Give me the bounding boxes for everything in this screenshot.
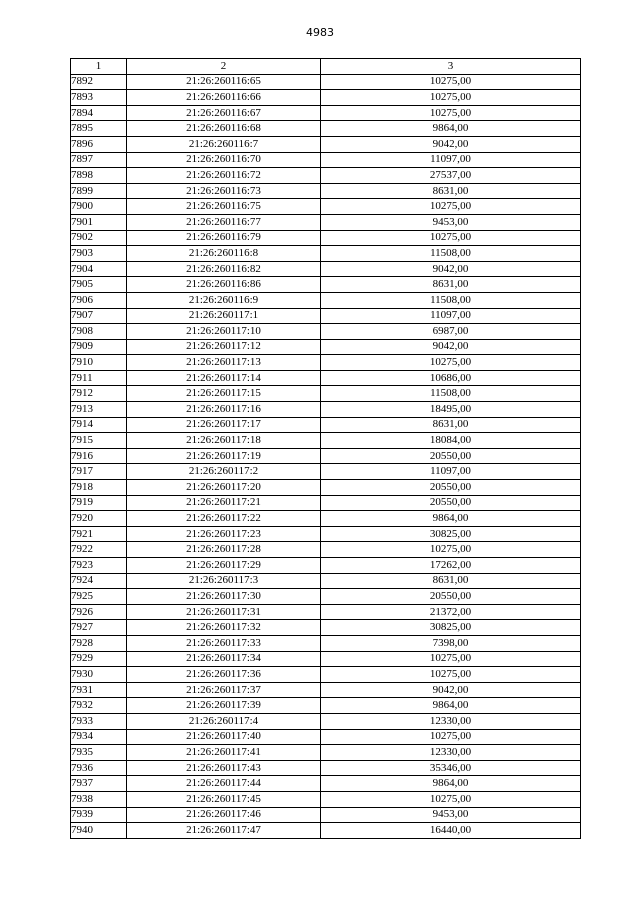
row-number-cell: 7923 — [71, 558, 127, 574]
cadastral-number-cell: 21:26:260116:66 — [127, 90, 321, 106]
value-cell: 10275,00 — [321, 791, 581, 807]
table-header-row — [71, 59, 581, 75]
table-row — [71, 713, 581, 729]
value-cell: 8631,00 — [321, 277, 581, 293]
cadastral-number-cell: 21:26:260117:44 — [127, 776, 321, 792]
value-cell: 20550,00 — [321, 448, 581, 464]
table-row — [71, 292, 581, 308]
table-row — [71, 308, 581, 324]
cadastral-number-cell: 21:26:260117:20 — [127, 480, 321, 496]
column-header-1: 1 — [71, 59, 127, 75]
value-cell: 7398,00 — [321, 635, 581, 651]
row-number-cell: 7939 — [71, 807, 127, 823]
table-row — [71, 246, 581, 262]
row-number-cell: 7928 — [71, 635, 127, 651]
table-row — [71, 370, 581, 386]
row-number-cell: 7926 — [71, 604, 127, 620]
table-row — [71, 791, 581, 807]
value-cell: 9864,00 — [321, 511, 581, 527]
cadastral-number-cell: 21:26:260116:67 — [127, 105, 321, 121]
table-row — [71, 511, 581, 527]
row-number-cell: 7934 — [71, 729, 127, 745]
table-row — [71, 698, 581, 714]
cadastral-number-cell: 21:26:260117:13 — [127, 355, 321, 371]
value-cell: 9042,00 — [321, 136, 581, 152]
cadastral-number-cell: 21:26:260117:36 — [127, 667, 321, 683]
table-row — [71, 386, 581, 402]
row-number-cell: 7931 — [71, 682, 127, 698]
cadastral-number-cell: 21:26:260117:46 — [127, 807, 321, 823]
cadastral-number-cell: 21:26:260117:29 — [127, 558, 321, 574]
row-number-cell: 7918 — [71, 480, 127, 496]
value-cell: 8631,00 — [321, 183, 581, 199]
table-row — [71, 277, 581, 293]
cadastral-number-cell: 21:26:260117:43 — [127, 760, 321, 776]
table-row — [71, 526, 581, 542]
value-cell: 16440,00 — [321, 823, 581, 839]
cadastral-number-cell: 21:26:260117:22 — [127, 511, 321, 527]
cadastral-number-cell: 21:26:260117:41 — [127, 745, 321, 761]
value-cell: 20550,00 — [321, 495, 581, 511]
row-number-cell: 7921 — [71, 526, 127, 542]
table-row — [71, 105, 581, 121]
row-number-cell: 7907 — [71, 308, 127, 324]
value-cell: 18084,00 — [321, 433, 581, 449]
table-row — [71, 355, 581, 371]
cadastral-number-cell: 21:26:260117:17 — [127, 417, 321, 433]
table-row — [71, 199, 581, 215]
table-row — [71, 480, 581, 496]
table-row — [71, 339, 581, 355]
row-number-cell: 7900 — [71, 199, 127, 215]
value-cell: 35346,00 — [321, 760, 581, 776]
table-row — [71, 667, 581, 683]
table-row — [71, 464, 581, 480]
table-row — [71, 230, 581, 246]
table-row — [71, 136, 581, 152]
row-number-cell: 7903 — [71, 246, 127, 262]
cadastral-number-cell: 21:26:260117:15 — [127, 386, 321, 402]
value-cell: 21372,00 — [321, 604, 581, 620]
value-cell: 8631,00 — [321, 573, 581, 589]
value-cell: 10275,00 — [321, 199, 581, 215]
cadastral-number-cell: 21:26:260117:10 — [127, 324, 321, 340]
table-row — [71, 573, 581, 589]
cadastral-number-cell: 21:26:260117:33 — [127, 635, 321, 651]
value-cell: 9042,00 — [321, 682, 581, 698]
cadastral-number-cell: 21:26:260117:16 — [127, 402, 321, 418]
column-header-3: 3 — [321, 59, 581, 75]
table-row — [71, 558, 581, 574]
row-number-cell: 7925 — [71, 589, 127, 605]
cadastral-number-cell: 21:26:260116:77 — [127, 214, 321, 230]
row-number-cell: 7913 — [71, 402, 127, 418]
value-cell: 11508,00 — [321, 246, 581, 262]
cadastral-number-cell: 21:26:260117:19 — [127, 448, 321, 464]
row-number-cell: 7935 — [71, 745, 127, 761]
row-number-cell: 7919 — [71, 495, 127, 511]
value-cell: 10275,00 — [321, 105, 581, 121]
cadastral-number-cell: 21:26:260117:3 — [127, 573, 321, 589]
value-cell: 6987,00 — [321, 324, 581, 340]
value-cell: 10275,00 — [321, 667, 581, 683]
table-row — [71, 402, 581, 418]
row-number-cell: 7899 — [71, 183, 127, 199]
cadastral-number-cell: 21:26:260117:31 — [127, 604, 321, 620]
table-row — [71, 604, 581, 620]
row-number-cell: 7904 — [71, 261, 127, 277]
row-number-cell: 7922 — [71, 542, 127, 558]
table-row — [71, 74, 581, 90]
cadastral-number-cell: 21:26:260116:8 — [127, 246, 321, 262]
value-cell: 11508,00 — [321, 292, 581, 308]
row-number-cell: 7927 — [71, 620, 127, 636]
row-number-cell: 7937 — [71, 776, 127, 792]
cadastral-number-cell: 21:26:260116:68 — [127, 121, 321, 137]
table-row — [71, 324, 581, 340]
value-cell: 10275,00 — [321, 355, 581, 371]
value-cell: 18495,00 — [321, 402, 581, 418]
row-number-cell: 7898 — [71, 168, 127, 184]
value-cell: 8631,00 — [321, 417, 581, 433]
cadastral-number-cell: 21:26:260117:18 — [127, 433, 321, 449]
row-number-cell: 7896 — [71, 136, 127, 152]
value-cell: 20550,00 — [321, 480, 581, 496]
cadastral-number-cell: 21:26:260116:70 — [127, 152, 321, 168]
table-row — [71, 620, 581, 636]
value-cell: 9864,00 — [321, 698, 581, 714]
cadastral-number-cell: 21:26:260117:1 — [127, 308, 321, 324]
table-row — [71, 776, 581, 792]
cadastral-number-cell: 21:26:260117:39 — [127, 698, 321, 714]
row-number-cell: 7917 — [71, 464, 127, 480]
cadastral-number-cell: 21:26:260117:40 — [127, 729, 321, 745]
table-row — [71, 729, 581, 745]
table-body — [71, 74, 581, 838]
value-cell: 10275,00 — [321, 90, 581, 106]
cadastral-number-cell: 21:26:260117:12 — [127, 339, 321, 355]
cadastral-number-cell: 21:26:260117:32 — [127, 620, 321, 636]
cadastral-number-cell: 21:26:260117:4 — [127, 713, 321, 729]
table-row — [71, 745, 581, 761]
row-number-cell: 7940 — [71, 823, 127, 839]
value-cell: 11097,00 — [321, 152, 581, 168]
value-cell: 10275,00 — [321, 74, 581, 90]
cadastral-number-cell: 21:26:260116:72 — [127, 168, 321, 184]
row-number-cell: 7895 — [71, 121, 127, 137]
table-row — [71, 90, 581, 106]
table-row — [71, 152, 581, 168]
cadastral-number-cell: 21:26:260116:86 — [127, 277, 321, 293]
row-number-cell: 7920 — [71, 511, 127, 527]
row-number-cell: 7916 — [71, 448, 127, 464]
value-cell: 20550,00 — [321, 589, 581, 605]
cadastral-number-cell: 21:26:260116:7 — [127, 136, 321, 152]
row-number-cell: 7914 — [71, 417, 127, 433]
row-number-cell: 7911 — [71, 370, 127, 386]
value-cell: 9042,00 — [321, 261, 581, 277]
row-number-cell: 7897 — [71, 152, 127, 168]
cadastral-number-cell: 21:26:260117:30 — [127, 589, 321, 605]
row-number-cell: 7908 — [71, 324, 127, 340]
table-row — [71, 542, 581, 558]
cadastral-number-cell: 21:26:260116:65 — [127, 74, 321, 90]
table-row — [71, 433, 581, 449]
value-cell: 9453,00 — [321, 807, 581, 823]
row-number-cell: 7929 — [71, 651, 127, 667]
column-header-2: 2 — [127, 59, 321, 75]
row-number-cell: 7892 — [71, 74, 127, 90]
value-cell: 9042,00 — [321, 339, 581, 355]
table-row — [71, 495, 581, 511]
value-cell: 9453,00 — [321, 214, 581, 230]
row-number-cell: 7906 — [71, 292, 127, 308]
table-row — [71, 807, 581, 823]
cadastral-number-cell: 21:26:260117:37 — [127, 682, 321, 698]
row-number-cell: 7933 — [71, 713, 127, 729]
cadastral-number-cell: 21:26:260117:45 — [127, 791, 321, 807]
row-number-cell: 7930 — [71, 667, 127, 683]
cadastral-number-cell: 21:26:260116:9 — [127, 292, 321, 308]
value-cell: 11508,00 — [321, 386, 581, 402]
table-row — [71, 448, 581, 464]
value-cell: 27537,00 — [321, 168, 581, 184]
value-cell: 10275,00 — [321, 230, 581, 246]
cadastral-number-cell: 21:26:260116:73 — [127, 183, 321, 199]
value-cell: 12330,00 — [321, 745, 581, 761]
row-number-cell: 7901 — [71, 214, 127, 230]
row-number-cell: 7905 — [71, 277, 127, 293]
cadastral-number-cell: 21:26:260117:14 — [127, 370, 321, 386]
cadastral-number-cell: 21:26:260117:34 — [127, 651, 321, 667]
value-cell: 30825,00 — [321, 526, 581, 542]
table-row — [71, 635, 581, 651]
value-cell: 10275,00 — [321, 542, 581, 558]
row-number-cell: 7894 — [71, 105, 127, 121]
value-cell: 10686,00 — [321, 370, 581, 386]
cadastral-number-cell: 21:26:260117:28 — [127, 542, 321, 558]
table-row — [71, 682, 581, 698]
value-cell: 12330,00 — [321, 713, 581, 729]
value-cell: 11097,00 — [321, 464, 581, 480]
value-cell: 17262,00 — [321, 558, 581, 574]
row-number-cell: 7902 — [71, 230, 127, 246]
data-table — [70, 58, 581, 839]
table-row — [71, 168, 581, 184]
cadastral-number-cell: 21:26:260116:82 — [127, 261, 321, 277]
row-number-cell: 7915 — [71, 433, 127, 449]
value-cell: 10275,00 — [321, 651, 581, 667]
cadastral-number-cell: 21:26:260117:2 — [127, 464, 321, 480]
cadastral-number-cell: 21:26:260117:21 — [127, 495, 321, 511]
row-number-cell: 7912 — [71, 386, 127, 402]
table-row — [71, 651, 581, 667]
table-row — [71, 121, 581, 137]
row-number-cell: 7936 — [71, 760, 127, 776]
table-row — [71, 183, 581, 199]
value-cell: 9864,00 — [321, 121, 581, 137]
value-cell: 10275,00 — [321, 729, 581, 745]
table-row — [71, 417, 581, 433]
page-number: 4983 — [306, 26, 334, 39]
row-number-cell: 7893 — [71, 90, 127, 106]
value-cell: 30825,00 — [321, 620, 581, 636]
table-row — [71, 261, 581, 277]
table-row — [71, 214, 581, 230]
cadastral-number-cell: 21:26:260117:47 — [127, 823, 321, 839]
cadastral-number-cell: 21:26:260116:79 — [127, 230, 321, 246]
cadastral-number-cell: 21:26:260116:75 — [127, 199, 321, 215]
value-cell: 9864,00 — [321, 776, 581, 792]
cadastral-number-cell: 21:26:260117:23 — [127, 526, 321, 542]
table-row — [71, 823, 581, 839]
row-number-cell: 7924 — [71, 573, 127, 589]
row-number-cell: 7932 — [71, 698, 127, 714]
row-number-cell: 7910 — [71, 355, 127, 371]
row-number-cell: 7938 — [71, 791, 127, 807]
row-number-cell: 7909 — [71, 339, 127, 355]
table-row — [71, 760, 581, 776]
value-cell: 11097,00 — [321, 308, 581, 324]
table-row — [71, 589, 581, 605]
